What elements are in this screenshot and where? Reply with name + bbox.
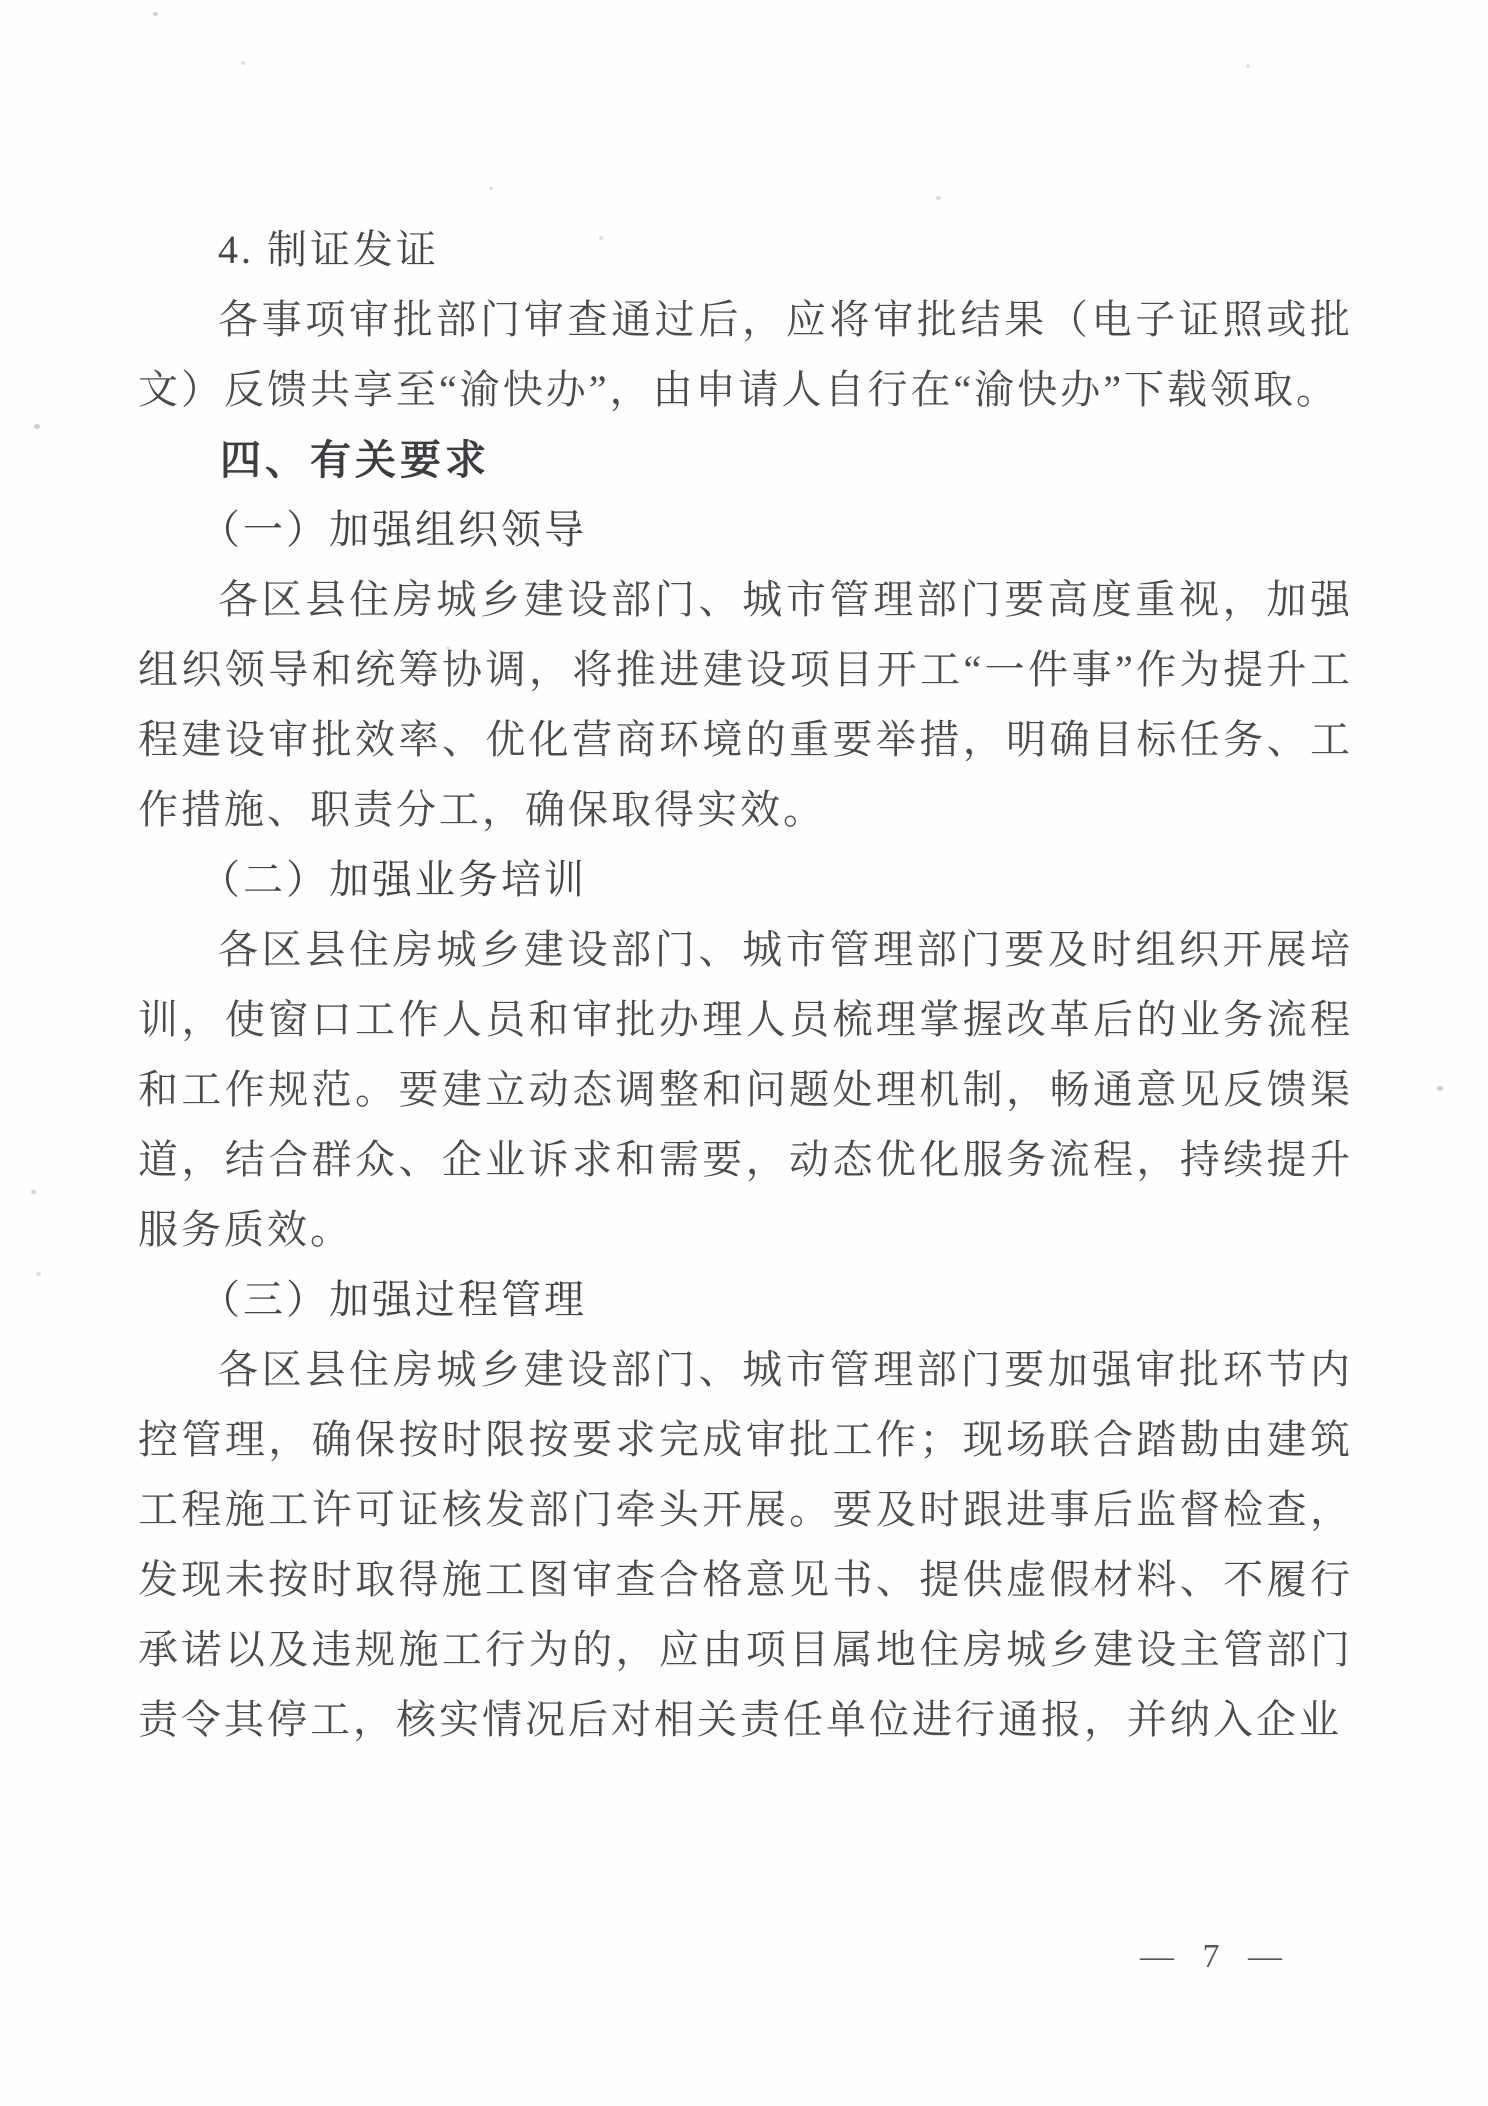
scan-artifact	[599, 236, 603, 240]
numbered-item-heading: 4. 制证发证	[218, 227, 439, 272]
subsection-heading-process-management: （三）加强过程管理	[200, 1277, 587, 1322]
scan-artifact	[34, 424, 40, 429]
paragraph-process-management: 各区县住房城乡建设部门、城市管理部门要加强审批环节内控管理，确保按时限按要求完成审批工作；现场联合踏勘由建筑工程施工许可证核发部门牵头开展。要及时跟进事后监督检查，发现未按时取得施工图审查合格意见书、提供虚假材料、不履行承诺以及违规施工行为的，应由项目属地住房城乡建设主管部门责令其停工，核实情况后对相关责任单位进行通报，并纳入企业	[138, 1347, 1353, 1742]
scan-artifact	[31, 1190, 36, 1194]
paragraph-leadership: 各区县住房城乡建设部门、城市管理部门要高度重视，加强组织领导和统筹协调，将推进建设项目开工“一件事”作为提升工程建设审批效率、优化营商环境的重要举措，明确目标任务、工作措施、职责分工，确保取得实效。	[138, 577, 1353, 832]
scan-artifact	[489, 187, 493, 190]
page-number: — 7 —	[1140, 1938, 1292, 1975]
scan-artifact	[1090, 1587, 1095, 1591]
paragraph-certificate-issuance: 各事项审批部门审查通过后，应将审批结果（电子证照或批文）反馈共享至“渝快办”，由申请人自行在“渝快办”下载领取。	[138, 297, 1353, 412]
scan-artifact	[1246, 64, 1250, 68]
document-body	[138, 215, 1353, 1755]
subsection-heading-training: （二）加强业务培训	[200, 857, 587, 902]
paragraph-training: 各区县住房城乡建设部门、城市管理部门要及时组织开展培训，使窗口工作人员和审批办理人员梳理掌握改革后的业务流程和工作规范。要建立动态调整和问题处理机制，畅通意见反馈渠道，结合群众、企业诉求和需要，动态优化服务流程，持续提升服务质效。	[138, 927, 1353, 1252]
subsection-heading-leadership: （一）加强组织领导	[200, 507, 587, 552]
scan-artifact	[936, 196, 941, 200]
scan-artifact	[446, 646, 450, 650]
scan-artifact	[36, 1272, 41, 1276]
scan-artifact	[1437, 1086, 1443, 1091]
section-heading-requirements: 四、有关要求	[220, 437, 490, 483]
scan-artifact	[241, 61, 245, 65]
scan-artifact	[153, 12, 158, 16]
